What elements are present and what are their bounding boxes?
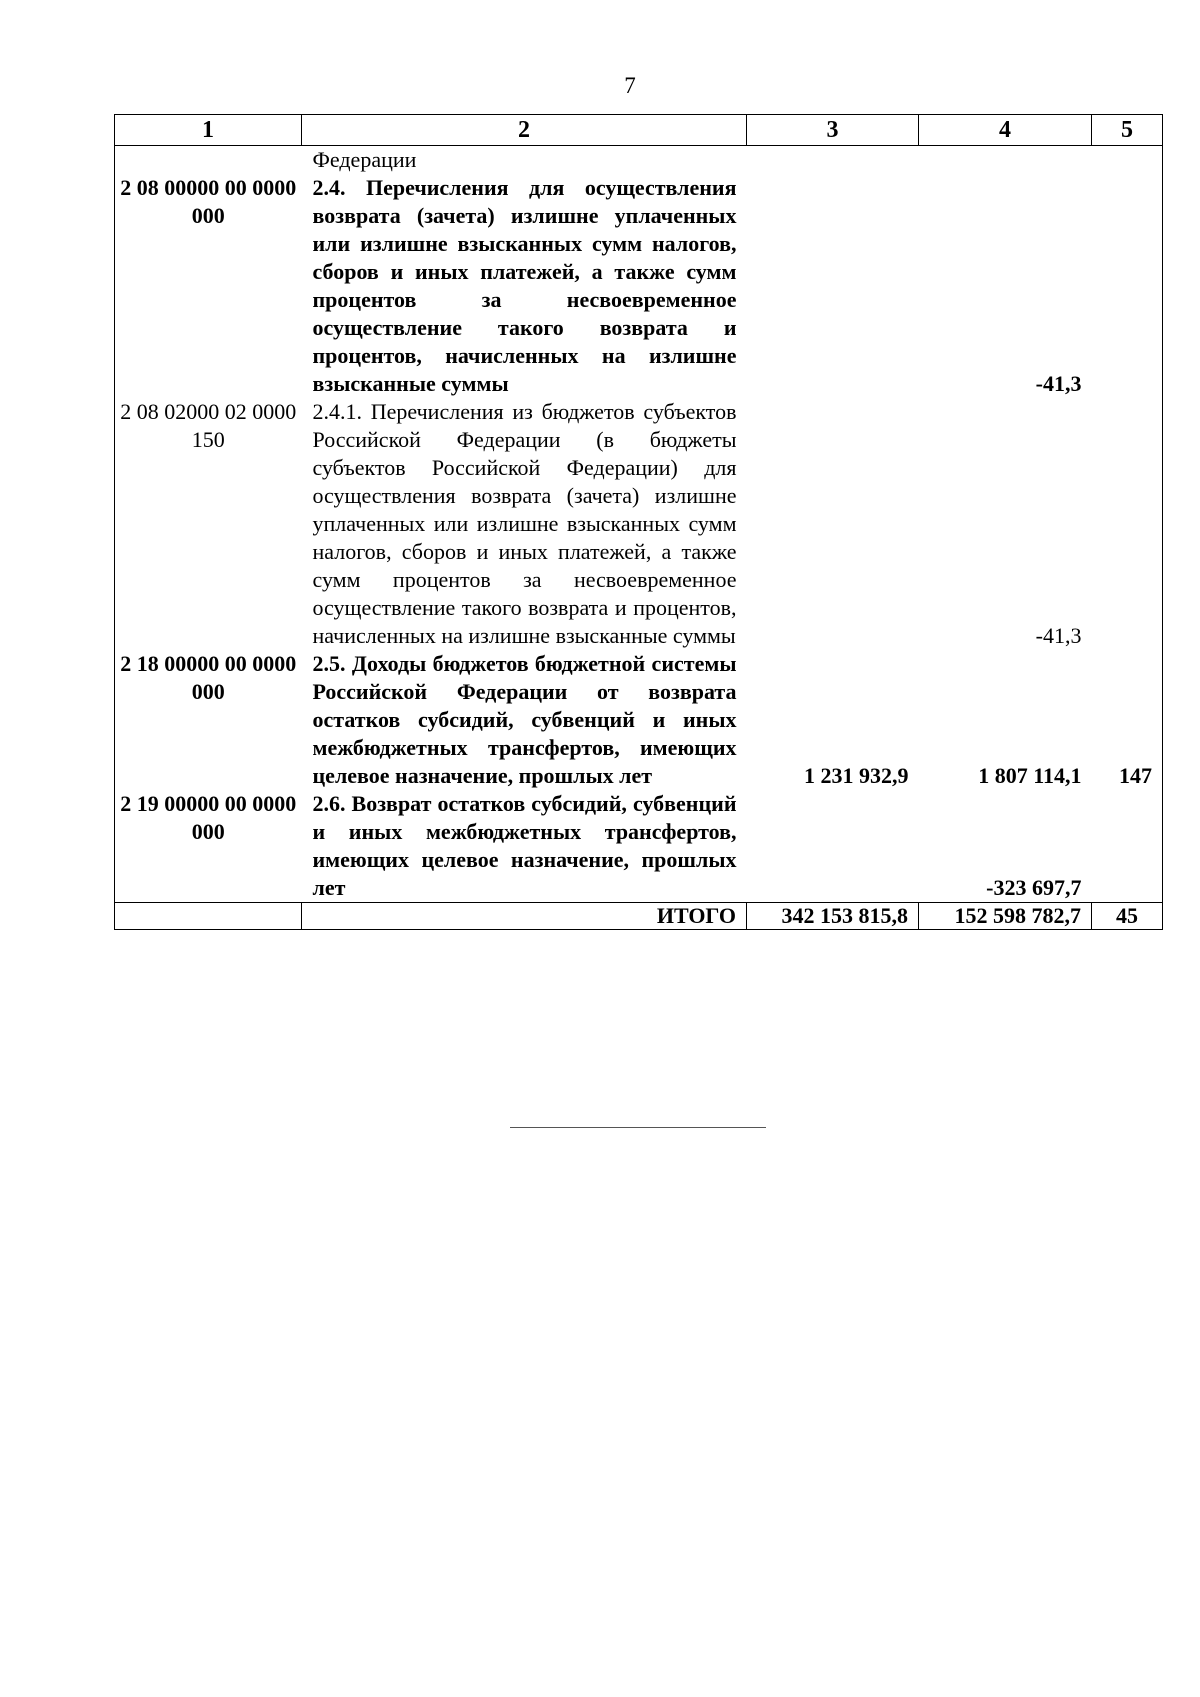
row-name: 2.5. Доходы бюджетов бюджетной системы Российской Федерации от возврата остатков субсидий, субвенций и иных межбюджетных трансфертов, имеющих целевое назначение, прошлых лет — [312, 651, 737, 788]
row-col3 — [747, 174, 919, 398]
row-name: 2.6. Возврат остатков субсидий, субвенций и иных межбюджетных трансфертов, имеющих целевое назначение, прошлых лет — [312, 791, 737, 900]
row-col5 — [1092, 174, 1163, 398]
row-col4 — [919, 146, 1092, 175]
row-col4: -41,3 — [1035, 371, 1082, 396]
row-col5: 147 — [1092, 650, 1163, 790]
row-code — [115, 146, 302, 175]
header-col-2: 2 — [302, 115, 747, 146]
table-row — [115, 146, 1163, 175]
total-col5: 45 — [1092, 903, 1163, 930]
row-col4: 1 807 114,1 — [978, 763, 1082, 788]
row-col5 — [1092, 790, 1163, 903]
row-col5 — [1092, 398, 1163, 650]
page-number: 7 — [624, 73, 636, 98]
header-col-4: 4 — [919, 115, 1092, 146]
row-code: 2 19 00000 00 0000 000 — [115, 790, 302, 903]
header-col-3: 3 — [747, 115, 919, 146]
total-col4: 152 598 782,7 — [919, 903, 1092, 930]
total-label: ИТОГО — [302, 903, 747, 930]
total-col3: 342 153 815,8 — [747, 903, 919, 930]
row-col3 — [747, 146, 919, 175]
row-code: 2 08 00000 00 0000 000 — [115, 174, 302, 398]
table-row — [115, 650, 1163, 790]
row-code: 2 18 00000 00 0000 000 — [115, 650, 302, 790]
row-col4: -41,3 — [1035, 623, 1082, 648]
row-col3 — [747, 398, 919, 650]
table-row — [115, 398, 1163, 650]
end-divider — [510, 1127, 766, 1128]
total-empty-code — [115, 903, 302, 930]
table-row — [115, 790, 1163, 903]
revenue-table — [114, 114, 1163, 930]
header-col-1: 1 — [115, 115, 302, 146]
row-col3 — [747, 790, 919, 903]
header-col-5: 5 — [1092, 115, 1163, 146]
row-name: 2.4. Перечисления для осуществления возврата (зачета) излишне уплаченных или излишне взысканных сумм налогов, сборов и иных платежей, а также сумм процентов за несвоевременное осуществление такого возврата и процентов, начисленных на излишне взысканные суммы — [312, 175, 737, 396]
row-code: 2 08 02000 02 0000 150 — [115, 398, 302, 650]
table-row — [115, 174, 1163, 398]
row-col5 — [1092, 146, 1163, 175]
row-col4: -323 697,7 — [986, 875, 1082, 900]
row-col3: 1 231 932,9 — [804, 763, 909, 788]
row-name: Федерации — [312, 147, 417, 172]
header-row — [115, 115, 1163, 146]
total-row — [115, 903, 1163, 930]
row-name: 2.4.1. Перечисления из бюджетов субъектов Российской Федерации (в бюджеты субъектов Российской Федерации) для осуществления возврата (зачета) излишне уплаченных или излишне взысканных сумм налогов, сборов и иных платежей, а также сумм процентов за несвоевременное осуществление такого возврата и процентов, начисленных на излишне взысканные суммы — [312, 399, 737, 648]
